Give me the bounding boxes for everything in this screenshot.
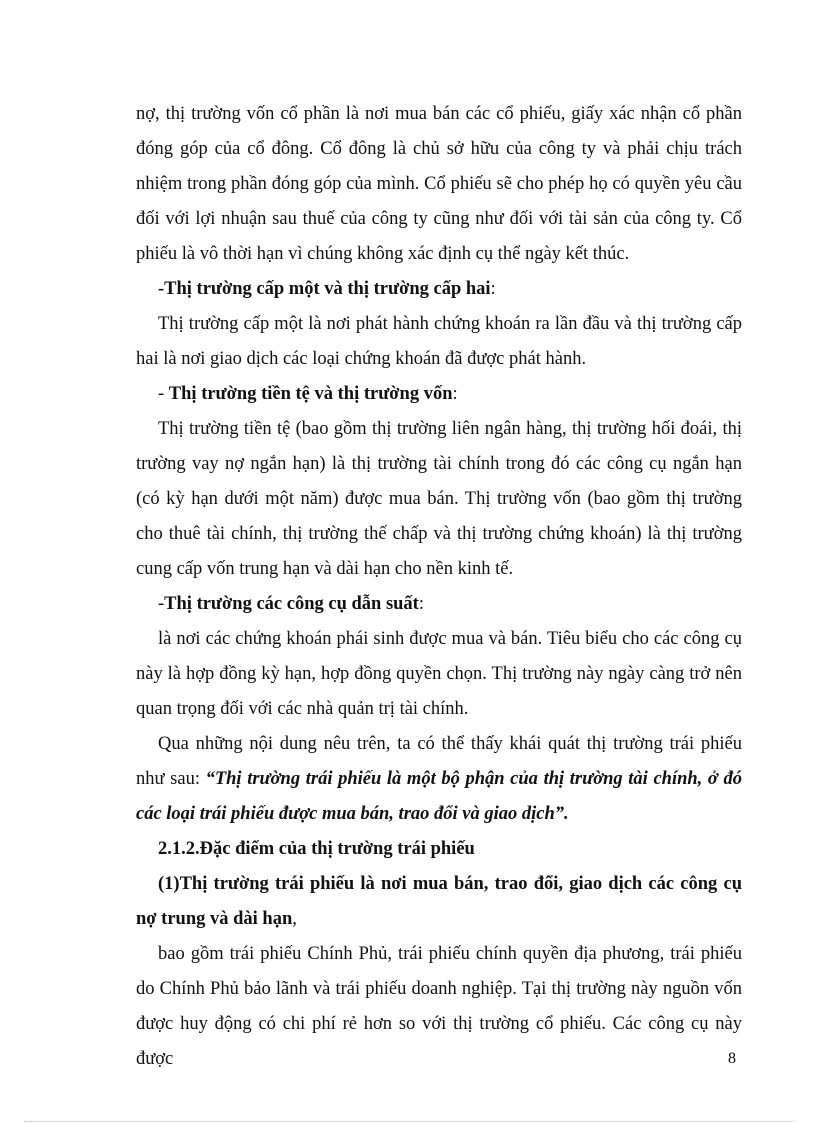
paragraph-bond-types: bao gồm trái phiếu Chính Phủ, trái phiếu chính quyền địa phương, trái phiếu do Chính Phủ bảo lãnh và trái phiếu doanh nghiệp. Tại thị trường này nguồn vốn được huy động có chi phí rẻ hơn so với thị trường cổ phiếu. Các công cụ này được bbox=[136, 944, 742, 1069]
point-1-comma: , bbox=[292, 909, 297, 929]
paragraph-primary-secondary-market: Thị trường cấp một là nơi phát hành chứng khoán ra lần đầu và thị trường cấp hai là nơi giao dịch các loại chứng khoán đã được phát hành. bbox=[136, 314, 742, 369]
body-text bbox=[136, 97, 742, 1077]
point-1-label: (1)Thị trường trái phiếu là nơi mua bán, trao đổi, giao dịch các công cụ nợ trung và dài hạn bbox=[136, 874, 742, 929]
section-heading: 2.1.2.Đặc điểm của thị trường trái phiếu bbox=[158, 839, 475, 859]
heading-dash: - bbox=[158, 594, 165, 614]
heading-money-capital-market-label: Thị trường tiền tệ và thị trường vốn bbox=[168, 384, 453, 404]
paragraph-equity-market: nợ, thị trường vốn cổ phần là nơi mua bán các cổ phiếu, giấy xác nhận cổ phần đóng góp của cổ đông. Cổ đông là chủ sở hữu của công ty và phải chịu trách nhiệm trong phần đóng góp của mình. Cổ phiếu sẽ cho phép họ có quyền yêu cầu đối với lợi nhuận sau thuế của công ty cũng như đối với tài sản của công ty. Cổ phiếu là vô thời hạn vì chúng không xác định cụ thể ngày kết thúc. bbox=[136, 104, 742, 264]
heading-primary-secondary-market bbox=[136, 272, 742, 307]
heading-dash: - bbox=[158, 384, 169, 404]
point-1-heading bbox=[136, 867, 742, 937]
definition-quote: “Thị trường trái phiếu là một bộ phận của thị trường tài chính, ở đó các loại trái phiếu được mua bán, trao đổi và giao dịch”. bbox=[136, 769, 742, 824]
definition-lead: Qua những nội dung nêu trên, ta có thể thấy khái quát thị trường trái phiếu như sau: bbox=[136, 734, 742, 789]
heading-primary-secondary-market-label: -Thị trường cấp một và thị trường cấp hai bbox=[158, 279, 491, 299]
heading-derivatives-market-label: Thị trường các công cụ dẫn suất bbox=[164, 594, 419, 614]
paragraph-money-capital-market: Thị trường tiền tệ (bao gồm thị trường liên ngân hàng, thị trường hối đoái, thị trường vay nợ ngắn hạn) là thị trường tài chính trong đó các công cụ ngắn hạn (có kỳ hạn dưới một năm) được mua bán. Thị trường vốn (bao gồm thị trường cho thuê tài chính, thị trường thế chấp và thị trường chứng khoán) là thị trường cung cấp vốn trung hạn và dài hạn cho nền kinh tế. bbox=[136, 419, 742, 579]
heading-colon: : bbox=[490, 279, 496, 299]
heading-derivatives-market bbox=[136, 587, 742, 622]
heading-money-capital-market bbox=[136, 377, 742, 412]
page-number: 8 bbox=[728, 1050, 736, 1067]
heading-colon: : bbox=[452, 384, 458, 404]
page-bottom-rule bbox=[24, 1121, 794, 1122]
heading-colon: : bbox=[418, 594, 424, 614]
paragraph-derivatives-market: là nơi các chứng khoán phái sinh được mua và bán. Tiêu biểu cho các công cụ này là hợp đồng kỳ hạn, hợp đồng quyền chọn. Thị trường này ngày càng trở nên quan trọng đối với các nhà quản trị tài chính. bbox=[136, 629, 742, 719]
paragraph-bond-market-definition bbox=[136, 727, 742, 832]
